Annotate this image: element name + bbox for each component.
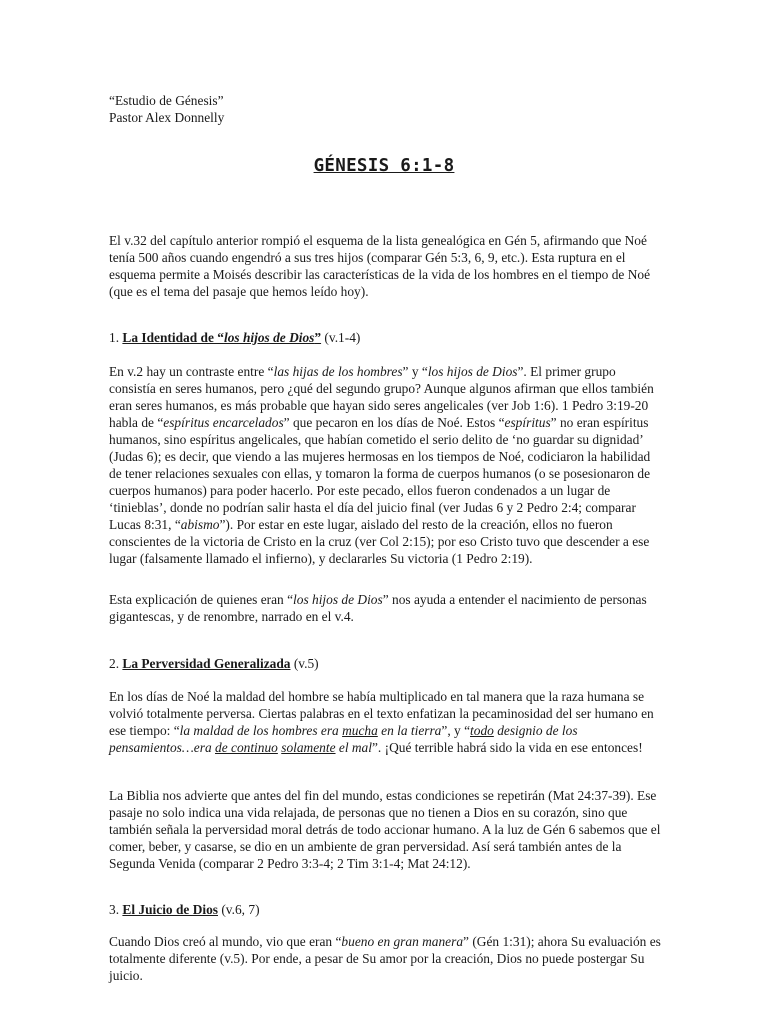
section-3-number: 3.: [109, 902, 123, 917]
section-1-title: La Identidad de “los hijos de Dios”: [122, 330, 322, 345]
document-header: [109, 92, 224, 126]
study-title: “Estudio de Génesis”: [109, 93, 224, 108]
section-2-number: 2.: [109, 656, 123, 671]
section-3-paragraph-1: Cuando Dios creó al mundo, vio que eran “bueno en gran manera” (Gén 1:31); ahora Su evaluación es totalmente diferente (v.5). Por ende, a pesar de Su amor por la creación, Dios no puede postergar Su juicio.: [109, 934, 661, 983]
section-3-heading: [109, 901, 260, 918]
section-2-ref: (v.5): [290, 656, 319, 671]
page-title: GÉNESIS 6:1-8: [313, 156, 455, 176]
section-2-paragraph-2: La Biblia nos advierte que antes del fin del mundo, estas condiciones se repetirán (Mat 24:37-39). Ese pasaje no solo indica una vida relajada, de personas que no tienen a Dios en su corazón, sino que también señala la perversidad moral detrás de todo accionar humano. A la luz de Gén 6 sabemos que el comer, beber, y casarse, se dio en un ambiente de gran perversidad. Así será también antes de la Segunda Venida (comparar 2 Pedro 3:3-4; 2 Tim 3:1-4; Mat 24:12).: [109, 788, 661, 871]
intro-text: El v.32 del capítulo anterior rompió el esquema de la lista genealógica en Gén 5, afirmando que Noé tenía 500 años cuando engendró a sus tres hijos (comparar Gén 5:3, 6, 9, etc.). Esta ruptura en el esquema permite a Moisés describir las características de la vida de los hombres en el tiempo de Noé (que es el tema del pasaje que hemos leído hoy).: [109, 233, 651, 299]
section-1-ref: (v.1-4): [321, 330, 361, 345]
section-1-number: 1.: [109, 330, 123, 345]
section-1-paragraph-2: Esta explicación de quienes eran “los hijos de Dios” nos ayuda a entender el nacimiento de personas gigantescas, y de renombre, narrado en el v.4.: [109, 592, 647, 624]
pastor-name: Pastor Alex Donnelly: [109, 110, 225, 125]
section-3-ref: (v.6, 7): [218, 902, 260, 917]
section-1-heading: [109, 329, 360, 346]
intro-paragraph: [109, 232, 664, 300]
section-2-heading: [109, 655, 319, 672]
section-1-paragraph-1: En v.2 hay un contraste entre “las hijas de los hombres” y “los hijos de Dios”. El primer grupo consistía en seres humanos, pero ¿qué del segundo grupo? Aunque algunos afirman que ellos también eran seres humanos, es más probable que hayan sido seres angelicales (ver Job 1:6). 1 Pedro 3:19-20 habla de “espíritus encarcelados” que pecaron en los días de Noé. Estos “espíritus” no eran espíritus humanos, sino espíritus angelicales, que habían cometido el serio delito de ‘no guardar su dignidad’ (Judas 6); es decir, que viendo a las mujeres hermosas en los tiempos de Noé, codiciaron la habilidad de tener relaciones sexuales con ellas, y tomaron la forma de cuerpos humanos (o se posesionaron de cuerpos humanos) para poder hacerlo. Por este pecado, ellos fueron condenados a un lugar de ‘tinieblas’, donde no podrían salir hasta el día del juicio final (ver Judas 6 y 2 Pedro 2:4; comparar Lucas 8:31, “abismo”). Por estar en este lugar, aislado del resto de la creación, ellos no fueron conscientes de la victoria de Cristo en la cruz (ver Col 2:15); por eso Cristo tuvo que descender a ese lugar (falsamente llamado el infierno), y declararles Su victoria (1 Pedro 2:19).: [109, 364, 654, 566]
section-3-title: El Juicio de Dios: [122, 902, 218, 917]
section-2-paragraph-1: En los días de Noé la maldad del hombre se había multiplicado en tal manera que la raza humana se volvió totalmente perversa. Ciertas palabras en el texto enfatizan la pecaminosidad del ser humano en ese tiempo: “la maldad de los hombres era mucha en la tierra”, y “todo designio de los pensamientos…era de continuo solamente el mal”. ¡Qué terrible habrá sido la vida en ese entonces!: [109, 689, 654, 755]
section-2-title: La Perversidad Generalizada: [122, 656, 291, 671]
